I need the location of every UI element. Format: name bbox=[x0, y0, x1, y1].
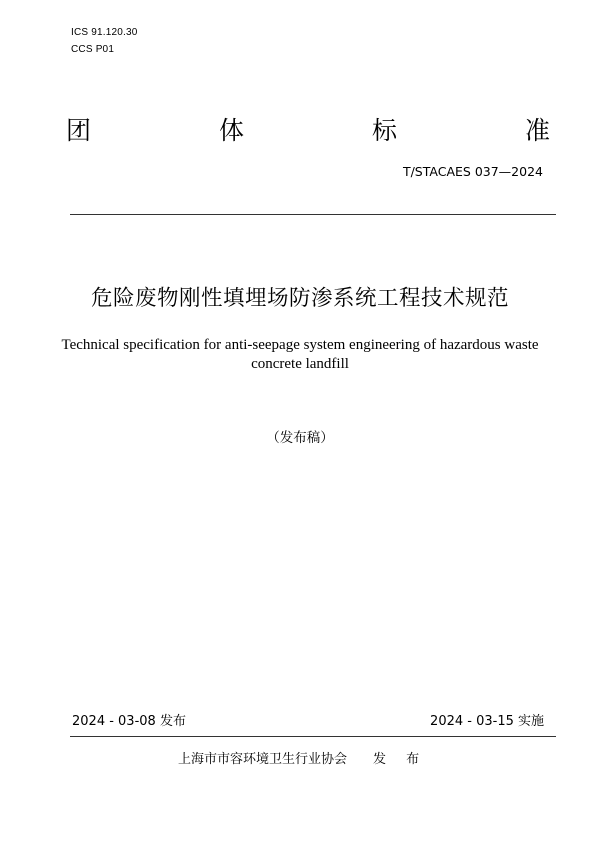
implement-date: 2024 - 03-15 实施 bbox=[430, 714, 544, 729]
bottom-divider bbox=[70, 736, 556, 737]
standard-code: T/STACAES 037—2024 bbox=[402, 164, 543, 179]
issuer-name: 上海市市容环境卫生行业协会 bbox=[178, 752, 348, 767]
document-status: （发布稿） bbox=[266, 430, 334, 446]
standard-type-char: 标 bbox=[371, 116, 397, 145]
standard-type-heading bbox=[66, 116, 550, 146]
top-divider bbox=[70, 214, 556, 215]
issued-label: 发 布 bbox=[373, 752, 428, 767]
title-chinese: 危险废物刚性填埋场防渗系统工程技术规范 bbox=[90, 286, 509, 311]
title-english bbox=[60, 336, 540, 374]
title-english-line: concrete landfill bbox=[251, 356, 349, 372]
ics-code: ICS 91.120.30 bbox=[71, 27, 138, 38]
title-english-line: Technical specification for anti-seepage system engineering of hazardous waste bbox=[61, 337, 539, 353]
ccs-code: CCS P01 bbox=[71, 44, 115, 55]
standard-type-char: 团 bbox=[66, 116, 92, 145]
issuer-line bbox=[178, 752, 427, 768]
standard-type-char: 准 bbox=[524, 116, 550, 145]
publish-date: 2024 - 03-08 发布 bbox=[72, 714, 186, 729]
standard-type-char: 体 bbox=[218, 116, 244, 145]
